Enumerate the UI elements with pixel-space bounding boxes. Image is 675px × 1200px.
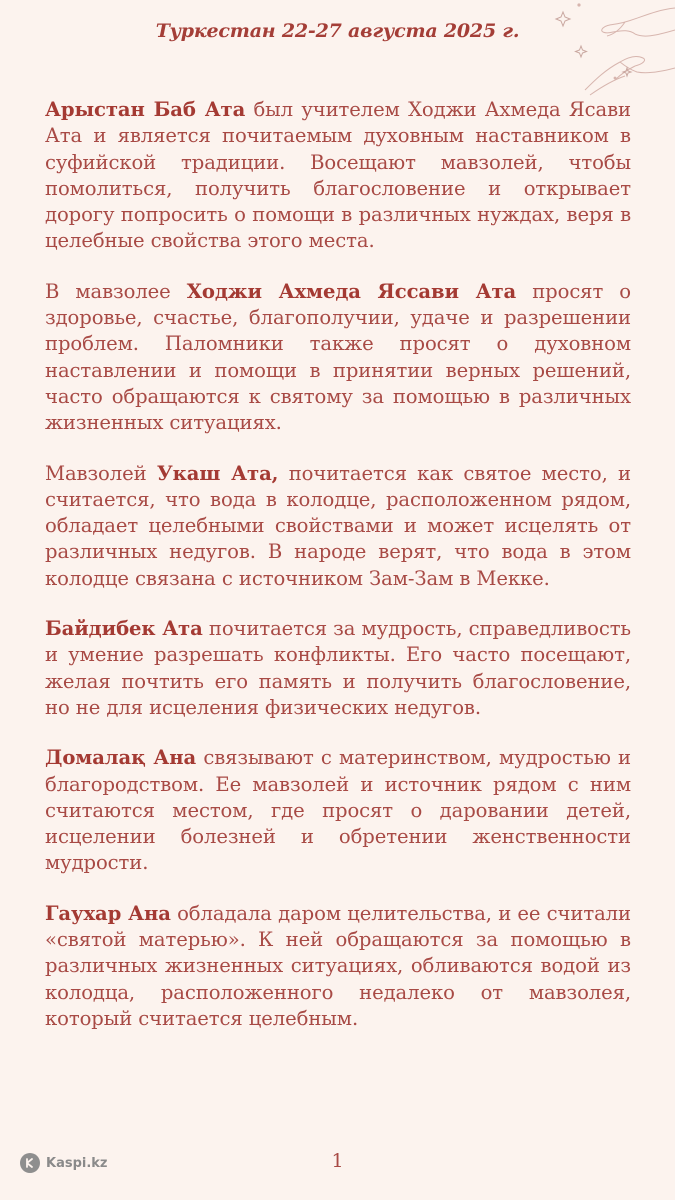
page-number: 1: [331, 1150, 344, 1172]
paragraph-arystan-bab: [45, 97, 631, 255]
paragraph-text: был учителем Ходжи Ахмеда Ясави Ата и является почитаемым духовным наставником в суфийской традиции. Восещают мавзолей, чтобы помолиться, получить благословение и открывает дорогу попросить о помощи в различных нуждах, веря в целебные свойства этого места.: [45, 98, 631, 253]
paragraph-prefix: Мавзолей: [45, 461, 157, 485]
saint-name: Гаухар Ана: [45, 901, 171, 925]
paragraph-ukash-ata: [45, 461, 631, 592]
paragraph-domalak-ana: [45, 745, 631, 876]
paragraph-khoja-akhmed-yassawi: [45, 279, 631, 437]
paragraph-text: просят о здоровье, счастье, благополучии, удаче и разрешении проблем. Паломники также просят о духовном наставлении и помощи в принятии верных решений, часто обращаются к святому за помощью в различных жизненных ситуациях.: [45, 279, 631, 435]
article-body: [45, 97, 631, 1056]
saint-name: Арыстан Баб Ата: [45, 98, 246, 121]
paragraph-text: связывают с материнством, мудростью и благородством. Ее мавзолей и источник рядом с ним считаются местом, где просят о даровании детей, исцелении болезней и обретении женственности мудрости.: [45, 746, 631, 875]
saint-name: Байдибек Ата: [45, 617, 203, 641]
saint-name: Домалақ Ана: [45, 746, 197, 770]
kaspi-brand-text: Kaspi.kz: [46, 1155, 108, 1171]
saint-name: Укаш Ата,: [156, 461, 279, 485]
paragraph-text: почитается за мудрость, справедливость и умение разрешать конфликты. Его часто посещают, желая почтить его память и получить благословение, но не для исцеления физических недугов.: [45, 617, 632, 719]
saint-name: Ходжи Ахмеда Яссави Ата: [186, 279, 517, 303]
paragraph-text: обладала даром целительства, и ее считали «святой матерью». К ней обращаются за помощью в различных жизненных ситуациях, обливаются водой из колодца, расположенного недалеко от мавзолея, который считается целебным.: [45, 901, 631, 1030]
paragraph-baidibek-ata: [45, 616, 631, 721]
page-title: Туркестан 22-27 августа 2025 г.: [155, 20, 520, 42]
paragraph-gaukhar-ana: [45, 901, 631, 1032]
paragraph-prefix: В мавзолее: [45, 279, 187, 303]
hands-stars-line-art-icon: [475, 0, 675, 100]
paragraph-text: почитается как святое место, и считается, что вода в колодце, расположенном рядом, обладает целебными свойствами и может исцелять от различных недугов. В народе верят, что вода в этом колодце связана с источником Зам-Зам в Мекке.: [45, 461, 631, 590]
